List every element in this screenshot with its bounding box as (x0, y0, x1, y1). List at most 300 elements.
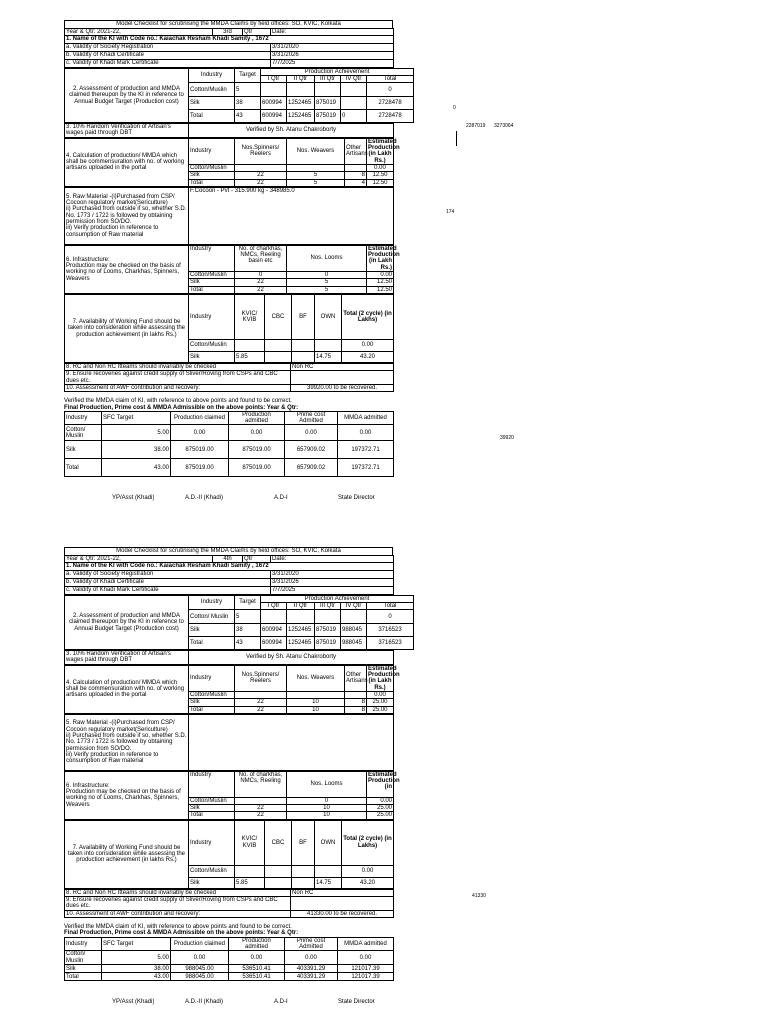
checklist-sheet-q3 (64, 20, 402, 502)
infra-cell: 22 (235, 812, 287, 819)
qtr-cell: 1252465 (287, 97, 315, 110)
col-kvic-kvib: KVIC/ KVIB (235, 294, 265, 339)
signatory: A.D-I (274, 495, 288, 502)
awf-value: 41330.00 to be recovered. (291, 910, 394, 917)
col-estimated-production: Estimated Production (in Lakh Rs.) (368, 138, 400, 164)
qtr-cell: 875019 (315, 110, 341, 123)
validity-value: 7/7/2025 (271, 59, 394, 67)
side-note: 2287019 (466, 123, 486, 129)
calculation-table (64, 138, 400, 187)
industry-cell: Total (189, 110, 235, 123)
wf-cell: 5.85 (235, 352, 265, 363)
final-cell: 0.00 (171, 951, 229, 965)
calc-cell: 5 (287, 179, 345, 186)
col-production-achievement: Production Achievement (261, 68, 414, 75)
industry-cell: Total (189, 179, 235, 186)
final-table (64, 937, 394, 982)
dbt-label: 3. 10% Random Verification of Artisan's wages paid through DBT (65, 651, 189, 665)
raw-material-value: F.Cocoon - Pvt - 315.900 kg - 348985.0 (189, 187, 394, 244)
col-looms: Nos. Looms (287, 245, 367, 271)
infra-cell: 25.00 (367, 805, 394, 812)
col-weavers: Nos. Weavers (287, 138, 345, 164)
final-cell: 197372.71 (338, 441, 394, 459)
total-cell: 0 (367, 610, 414, 624)
col-industry: Industry (189, 138, 235, 164)
qtr-cell (341, 97, 367, 110)
ensure-label: 9. Ensure recoveries against credit supply of Sliver/Roving from CSPs and CBC dues etc. (65, 371, 291, 385)
signatory: YP/Asst (Khadi) (112, 495, 155, 502)
col-q4: IV Qtr (341, 602, 367, 609)
final-cell: 403391.29 (285, 973, 338, 981)
wf-cell: 43.20 (342, 877, 394, 888)
wf-cell (265, 352, 292, 363)
final-cell: 875019.00 (171, 441, 229, 459)
industry-cell: Total (65, 973, 102, 981)
calc-cell: 8 (345, 699, 367, 706)
col-weavers: Nos. Weavers (287, 665, 345, 691)
dbt-verification-table (64, 650, 394, 665)
col-industry: Industry (189, 245, 235, 271)
col-target: Target (235, 68, 261, 83)
calc-cell: 0.00 (367, 164, 394, 171)
final-cell: 875019.00 (229, 441, 285, 459)
infra-cell: 0.00 (367, 797, 394, 804)
calc-cell: 12.50 (367, 179, 394, 186)
working-fund-table (64, 294, 394, 363)
wf-cell (235, 340, 265, 352)
signatory: YP/Asst (Khadi) (112, 999, 155, 1006)
infra-cell: 12.50 (367, 286, 394, 293)
calc-cell (345, 164, 367, 171)
checklist-table (64, 555, 394, 595)
calc-cell: 22 (235, 172, 287, 179)
col-bf: BF (292, 294, 315, 339)
calc-cell: 8 (345, 172, 367, 179)
signatures (64, 999, 393, 1005)
industry-cell: Silk (189, 805, 235, 812)
year-qtr-label: Year & Qtr: 2021-22, (65, 29, 213, 36)
industry-cell: Cotton/Muslin (189, 164, 235, 171)
qtr-cell (287, 610, 315, 624)
industry-cell: Total (189, 706, 235, 713)
col-total-2-cycle: Total (2 cycle) (in Lakhs) (342, 820, 394, 865)
col-q3: III Qtr (315, 75, 341, 82)
recovery-table (64, 889, 394, 918)
calc-cell: 10 (287, 699, 345, 706)
calc-cell: 22 (235, 179, 287, 186)
validity-value: 3/31/2026 (271, 578, 394, 586)
calc-cell: 22 (235, 699, 287, 706)
qtr-cell: 875019 (315, 637, 341, 650)
final-cell: 121017.39 (338, 965, 394, 973)
industry-cell: Cotton/Muslin (189, 272, 235, 279)
qtr-cell: 988045 (341, 637, 367, 650)
qtr-cell: 600994 (261, 110, 287, 123)
col-industry: Industry (189, 771, 235, 797)
infra-cell: 0.00 (367, 272, 394, 279)
wf-cell: 0.00 (342, 865, 394, 877)
ki-name-row: 1. Name of the KI with Code no.: Kaiachak Resham Khadi Samity , 1672 (65, 36, 394, 43)
rc-label: 8. RC and Non RC Itteams should invariably be checked (65, 889, 291, 896)
final-col-header: Prime cost Admitted (285, 937, 338, 951)
col-industry: Industry (189, 294, 235, 339)
rc-value: Non RC (291, 889, 394, 896)
working-fund-label: 7. Availability of Working Fund should be taken into consideration while assessing the production achievement (in lakhs Rs.) (65, 820, 189, 888)
dbt-value: Verified by Sh. Atanu Chakroborty (189, 651, 394, 665)
infra-cell: 5 (287, 286, 367, 293)
validity-label: a. Validity of Society Registration (65, 570, 271, 578)
rc-value: Non RC (291, 364, 394, 371)
col-charkhas: No. of charkhas, NMCs, Reeling (235, 771, 287, 797)
calc-label: 4. Calculation of production/ MMDA which shall be commensuration with no. of working artisans uploaded in the portal (65, 138, 189, 186)
final-cell: 0.00 (285, 951, 338, 965)
ensure-value (291, 897, 394, 911)
signatures (64, 495, 393, 501)
qtr-word: Qtr (243, 556, 271, 563)
calc-cell: 0.00 (367, 691, 394, 698)
wf-cell: 5.85 (235, 877, 265, 888)
col-cbc: CBC (265, 294, 292, 339)
industry-cell: Total (189, 286, 235, 293)
calc-cell: 10 (287, 706, 345, 713)
final-table (64, 411, 394, 478)
calc-cell: 25.00 (367, 706, 394, 713)
validity-label: c. Validity of Khadi Mark Certificate (65, 586, 271, 594)
final-cell: 875019.00 (171, 459, 229, 477)
qtr-cell (315, 83, 341, 97)
rc-label: 8. RC and Non RC Itteams should invariably be checked (65, 364, 291, 371)
margin-mark (456, 131, 457, 146)
final-col-header: Production admitted (229, 937, 285, 951)
production-label: 2. Assessment of production and MMDA claimed thereupon by the KI in reference to Annual Budget Target (Production cost) (65, 595, 189, 650)
col-bf: BF (292, 820, 315, 865)
total-cell: 2728478 (367, 97, 414, 110)
infra-cell: 22 (235, 805, 287, 812)
qtr-cell: 600994 (261, 637, 287, 650)
target-cell: 38 (235, 97, 261, 110)
qtr-cell: 875019 (315, 624, 341, 637)
final-col-header: Production claimed (171, 937, 229, 951)
final-cell: 0.00 (171, 425, 229, 441)
signatory: A.D-I (274, 999, 288, 1006)
awf-label: 10. Assessment of AWF contribution and recovery: (65, 384, 291, 391)
qtr-cell: 1252465 (287, 624, 315, 637)
target-cell: 43 (235, 637, 261, 650)
infra-cell (235, 797, 287, 804)
industry-cell: Cotton/ Muslin (65, 425, 102, 441)
raw-material-label: 5. Raw Material -(i)Purchased from CSP/ Cocoon regulatory market(Sericulture) ii) Purchased from outside if so, whether S.D. No. 1773 / 1722 is followed by obtaining permission from SO/DO. iii) Verify production in reference to consumption of Raw material (65, 714, 189, 770)
side-note: 3273064 (494, 123, 514, 129)
calc-cell (235, 164, 287, 171)
checklist-sheet-q4 (64, 547, 402, 1006)
side-note: 174 (446, 209, 455, 215)
calc-label: 4. Calculation of production/ MMDA which shall be commensuration with no. of working artisans uploaded in the portal (65, 665, 189, 713)
calc-cell: 25.00 (367, 699, 394, 706)
validity-value: 7/7/2025 (271, 586, 394, 594)
recovery-table (64, 363, 394, 392)
final-cell: 0.00 (338, 951, 394, 965)
dbt-value: Verified by Sh. Atanu Chakroborty (189, 124, 394, 138)
calc-cell (287, 691, 345, 698)
final-cell: 657909.02 (285, 459, 338, 477)
final-cell: 121017.39 (338, 973, 394, 981)
wf-cell (265, 865, 292, 877)
awf-label: 10. Assessment of AWF contribution and recovery: (65, 910, 291, 917)
final-cell: 988045.00 (171, 973, 229, 981)
qtr-cell (315, 610, 341, 624)
infra-cell: 5 (287, 279, 367, 286)
raw-material-table (64, 187, 394, 245)
final-col-header: SFC Target (102, 411, 171, 425)
industry-cell: Silk (189, 97, 235, 110)
wf-cell: 14.75 (315, 877, 342, 888)
industry-cell: Total (189, 637, 235, 650)
validity-label: b. Validity of Khadi Certificate (65, 51, 271, 59)
col-production-achievement: Production Achievement (261, 595, 414, 602)
working-fund-table (64, 820, 394, 889)
final-title: Final Production, Prime cost & MMDA Admissible on the above points: Year & Qtr: (64, 930, 299, 937)
calc-cell: 12.50 (367, 172, 394, 179)
industry-cell: Silk (189, 877, 235, 888)
qtr-cell (341, 83, 367, 97)
validity-value: 3/31/2020 (271, 43, 394, 51)
col-looms: Nos. Looms (287, 771, 367, 797)
qtr-cell (341, 610, 367, 624)
production-table (64, 68, 414, 124)
infra-cell: 0 (287, 272, 367, 279)
infrastructure-table (64, 245, 400, 294)
side-note: 0 (453, 105, 456, 111)
wf-cell: 14.75 (315, 352, 342, 363)
final-col-header: Prime cost Admitted (285, 411, 338, 425)
raw-material-label: 5. Raw Material -(i)Purchased from CSP/ Cocoon regulatory market(Sericulture) ii) Purchased from outside if so, whether S.D. No. 1773 / 1722 is followed by obtaining permission from SO/DO. iii) Verify production in reference to consumption of Raw material (65, 187, 189, 244)
calc-cell: 8 (345, 706, 367, 713)
year-qtr-label: Year & Qtr: 2021-22, (65, 556, 213, 563)
side-note: 41330 (472, 893, 486, 899)
validity-label: a. Validity of Society Registration (65, 43, 271, 51)
col-kvic-kvib: KVIC/ KVIB (235, 820, 265, 865)
calculation-table (64, 665, 400, 714)
col-q2: II Qtr (287, 75, 315, 82)
infra-cell: 0 (287, 797, 367, 804)
industry-cell: Silk (65, 965, 102, 973)
industry-cell: Silk (189, 624, 235, 637)
industry-cell: Cotton/ Muslin (65, 951, 102, 965)
final-cell: 5.00 (102, 425, 171, 441)
col-industry: Industry (189, 595, 235, 610)
industry-cell: Silk (189, 699, 235, 706)
validity-value: 3/31/2020 (271, 570, 394, 578)
final-col-header: MMDA admitted (338, 411, 394, 425)
date-label: Date: (271, 29, 394, 36)
production-label: 2. Assessment of production and MMDA claimed thereupon by the KI in reference to Annual Budget Target (Production cost) (65, 68, 189, 123)
qtr-number: 4th (213, 556, 243, 563)
col-spinners: Nos.Spinners/ Reelers (235, 665, 287, 691)
production-table (64, 595, 414, 651)
sheet-title: Model Checklist for scrutinising the MMDA Claims by field offices: SO, KVIC, Kolkata (64, 20, 393, 28)
col-q1: I Qtr (261, 75, 287, 82)
calc-cell: 22 (235, 706, 287, 713)
final-cell: 0.00 (285, 425, 338, 441)
final-cell: 657909.02 (285, 441, 338, 459)
checklist-table (64, 28, 394, 68)
infra-cell: 0 (235, 272, 287, 279)
infra-label: 6. Infrastructure: Production may be checked on the basis of working no of Looms, Charkhas, Spinners, Weavers (65, 771, 189, 819)
dbt-verification-table (64, 123, 394, 138)
final-col-header: Industry (65, 411, 102, 425)
final-title: Final Production, Prime cost & MMDA Admissible on the above points: Year & Qtr: (64, 404, 299, 411)
col-other-artisans: Other Artisans (345, 665, 367, 691)
industry-cell: Cotton/Muslin (189, 83, 235, 97)
col-total-2-cycle: Total (2 cycle) (in Lakhs) (342, 294, 394, 339)
wf-cell: 43.20 (342, 352, 394, 363)
final-cell: 875019.00 (229, 459, 285, 477)
wf-cell (292, 352, 315, 363)
industry-cell: Silk (65, 441, 102, 459)
final-cell: 0.00 (229, 425, 285, 441)
sheet-title: Model Checklist for scrutinising the MMDA Claims by field offices: SO, KVIC, Kolkata (64, 547, 393, 555)
col-estimated-production: Estimated Production (in Lakh Rs.) (368, 245, 400, 271)
infra-cell: 10 (287, 805, 367, 812)
col-estimated-production: Estimated Production (in (367, 771, 394, 797)
col-target: Target (235, 595, 261, 610)
calc-cell (345, 691, 367, 698)
raw-material-table (64, 714, 394, 771)
infra-label: 6. Infrastructure: Production may be checked on the basis of working no of Looms, Charkhas, Spinners, Weavers (65, 245, 189, 293)
total-cell: 3716523 (367, 624, 414, 637)
verification-statement: Verified the MMDA claim of KI, with reference to above points and found to be correct. (64, 924, 292, 931)
validity-label: b. Validity of Khadi Certificate (65, 578, 271, 586)
industry-cell: Cotton/Muslin (189, 865, 235, 877)
awf-value: 39920.00 to be recovered. (291, 384, 394, 391)
total-cell: 2728478 (367, 110, 414, 123)
final-col-header: Production claimed (171, 411, 229, 425)
signatory: State Director (338, 495, 375, 502)
signatory: A.D.-II (Khadi) (185, 495, 224, 502)
validity-label: c. Validity of Khadi Mark Certificate (65, 59, 271, 67)
calc-cell: 4 (345, 179, 367, 186)
qtr-cell: 600994 (261, 624, 287, 637)
final-cell: 536510.41 (229, 973, 285, 981)
ensure-value (291, 371, 394, 385)
final-cell: 38.00 (102, 965, 171, 973)
wf-cell (292, 865, 315, 877)
qtr-cell: 1252465 (287, 110, 315, 123)
industry-cell: Silk (189, 352, 235, 363)
validity-value: 3/31/2026 (271, 51, 394, 59)
col-q2: II Qtr (287, 602, 315, 609)
col-q1: I Qtr (261, 602, 287, 609)
wf-cell (292, 877, 315, 888)
qtr-cell (261, 610, 287, 624)
col-industry: Industry (189, 68, 235, 83)
target-cell: 38 (235, 624, 261, 637)
final-cell: 988045.00 (171, 965, 229, 973)
final-cell: 5.00 (102, 951, 171, 965)
col-q3: III Qtr (315, 602, 341, 609)
industry-cell: Cotton/Muslin (189, 340, 235, 352)
col-own: OWN (315, 820, 342, 865)
industry-cell: Total (65, 459, 102, 477)
target-cell: 43 (235, 110, 261, 123)
working-fund-label: 7. Availability of Working Fund should be taken into consideration while assessing the production achievement (in lakhs Rs.) (65, 294, 189, 362)
date-label: Date: (271, 556, 394, 563)
col-industry: Industry (189, 820, 235, 865)
infrastructure-table (64, 771, 400, 820)
total-cell: 0 (367, 83, 414, 97)
final-col-header: SFC Target (102, 937, 171, 951)
wf-cell (235, 865, 265, 877)
wf-cell (292, 340, 315, 352)
qtr-number: 3rd (213, 29, 243, 36)
col-other-artisans: Other Artisans (345, 138, 367, 164)
raw-material-value (189, 714, 394, 770)
industry-cell: Silk (189, 279, 235, 286)
infra-cell: 22 (235, 286, 287, 293)
qtr-word: Qtr (243, 29, 271, 36)
ensure-label: 9. Ensure recoveries against credit supply of Sliver/Roving from CSPs and CBC dues etc. (65, 897, 291, 911)
qtr-cell: 988045 (341, 624, 367, 637)
target-cell: 5 (235, 83, 261, 97)
final-cell: 38.00 (102, 441, 171, 459)
target-cell: 5 (235, 610, 261, 624)
industry-cell: Cotton/Muslin (189, 797, 235, 804)
industry-cell: Cotton/Muslin (189, 691, 235, 698)
col-estimated-production: Estimated Production (in Lakh Rs.) (368, 665, 400, 691)
final-col-header: Production admitted (229, 411, 285, 425)
final-cell: 197372.71 (338, 459, 394, 477)
final-cell: 43.00 (102, 973, 171, 981)
infra-cell: 10 (287, 812, 367, 819)
qtr-cell: 0 (341, 110, 367, 123)
wf-cell: 0.00 (342, 340, 394, 352)
infra-cell: 25.00 (367, 812, 394, 819)
signatory: State Director (338, 999, 375, 1006)
final-cell: 43.00 (102, 459, 171, 477)
infra-cell: 22 (235, 279, 287, 286)
qtr-cell (287, 83, 315, 97)
dbt-label: 3. 10% Random Verification of Artisan's wages paid through DBT (65, 124, 189, 138)
final-col-header: MMDA admitted (338, 937, 394, 951)
industry-cell: Cotton/ Muslin (189, 610, 235, 624)
infra-cell: 12.50 (367, 279, 394, 286)
ki-name-row: 1. Name of the KI with Code no.: Kaiachak Resham Khadi Samity , 1672 (65, 563, 394, 570)
final-col-header: Industry (65, 937, 102, 951)
side-note: 39920 (500, 435, 514, 441)
signatory: A.D.-II (Khadi) (185, 999, 224, 1006)
verification-statement: Verified the MMDA claim of KI, with reference to above points and found to be correct. (64, 398, 292, 405)
col-own: OWN (315, 294, 342, 339)
calc-cell: 5 (287, 172, 345, 179)
qtr-cell (261, 83, 287, 97)
qtr-cell: 1252465 (287, 637, 315, 650)
total-cell: 3716523 (367, 637, 414, 650)
wf-cell (265, 340, 292, 352)
final-cell: 0.00 (229, 951, 285, 965)
col-total: Total (367, 602, 414, 609)
wf-cell (315, 340, 342, 352)
col-q4: IV Qtr (341, 75, 367, 82)
calc-cell (235, 691, 287, 698)
calc-cell (287, 164, 345, 171)
final-cell: 403391.29 (285, 965, 338, 973)
col-charkhas: No. of charkhas, NMCs, Reeling basin etc (235, 245, 287, 271)
qtr-cell: 875019 (315, 97, 341, 110)
qtr-cell: 600994 (261, 97, 287, 110)
col-total: Total (367, 75, 414, 82)
wf-cell (265, 877, 292, 888)
wf-cell (315, 865, 342, 877)
